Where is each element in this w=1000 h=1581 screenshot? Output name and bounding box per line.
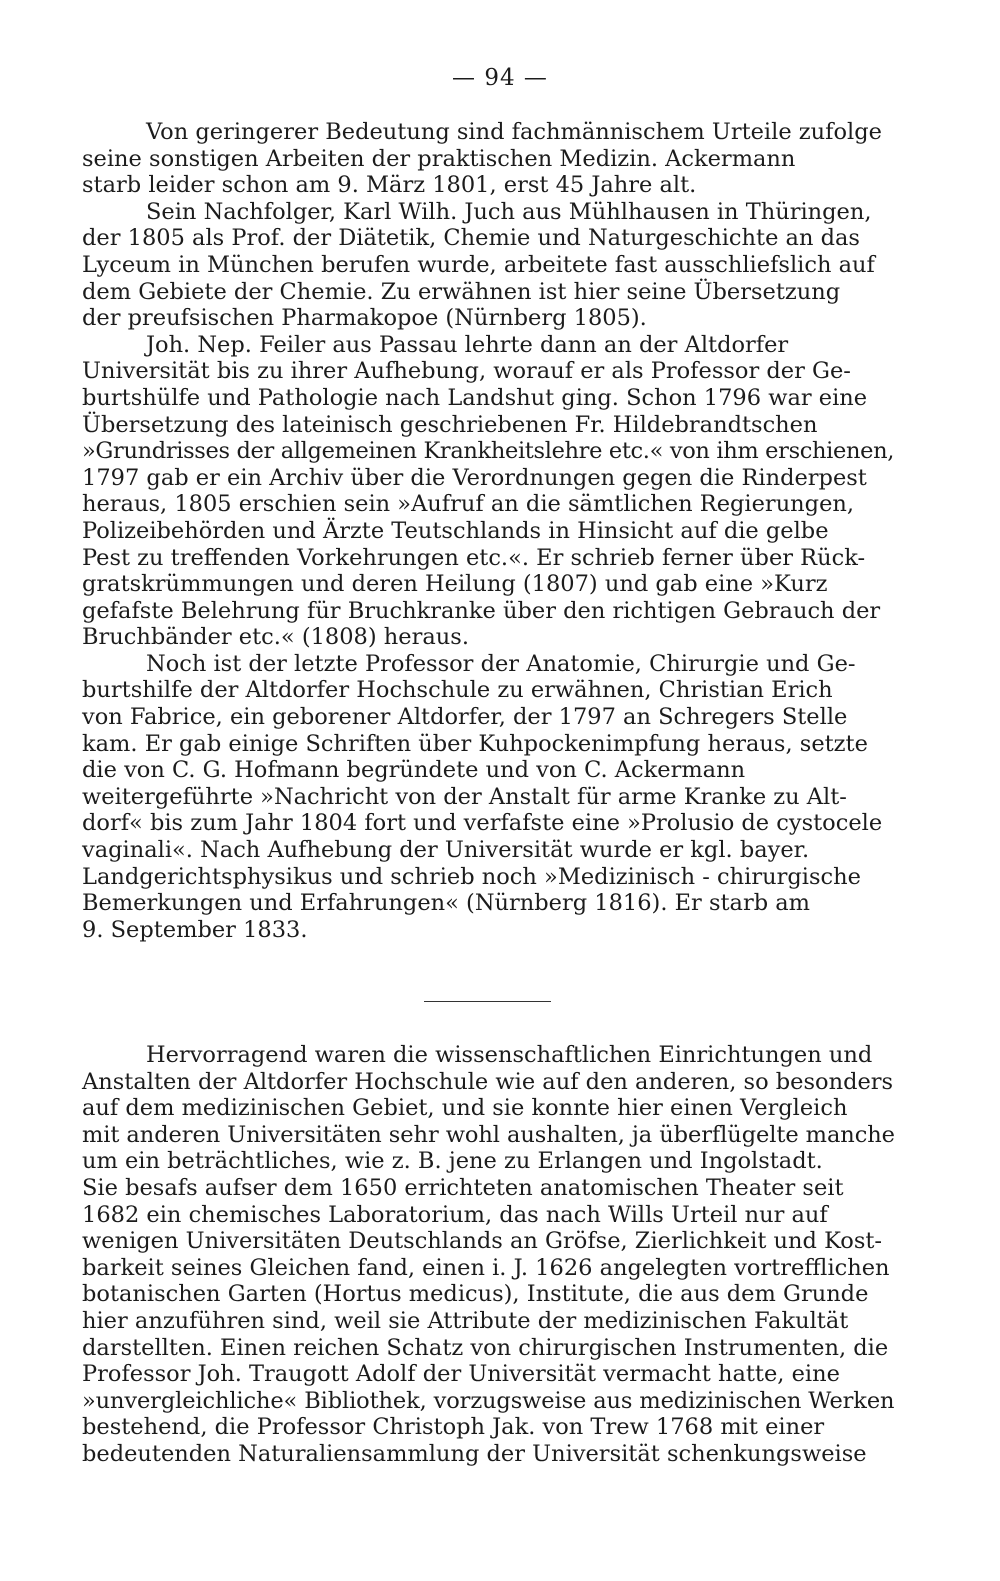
text-line: auf dem medizinischen Gebiet, und sie konnte hier einen Vergleich: [82, 1095, 848, 1122]
text-line: 9. September 1833.: [82, 916, 308, 943]
text-line: bedeutenden Naturaliensammlung der Universität schenkungsweise: [82, 1440, 867, 1467]
text-line: gefafste Belehrung für Bruchkranke über den richtigen Gebrauch der: [82, 597, 881, 624]
text-line: wenigen Universitäten Deutschlands an Gröfse, Zierlichkeit und Kost-: [82, 1228, 883, 1255]
text-line: darstellten. Einen reichen Schatz von chirurgischen Instrumenten, die: [82, 1334, 889, 1361]
text-line: Universität bis zu ihrer Aufhebung, worauf er als Professor der Ge-: [82, 358, 851, 385]
text-line: Anstalten der Altdorfer Hochschule wie auf den anderen, so besonders: [82, 1068, 894, 1095]
section-physicians: [82, 119, 894, 943]
text-line: Pest zu treffenden Vorkehrungen etc.«. Er schrieb ferner über Rück-: [82, 544, 866, 571]
text-line: hier anzuführen sind, weil sie Attribute der medizinischen Fakultät: [82, 1307, 849, 1334]
text-line: Hervorragend waren die wissenschaftlichen Einrichtungen und: [146, 1042, 873, 1068]
text-line: 1682 ein chemisches Laboratorium, das nach Wills Urteil nur auf: [82, 1201, 828, 1228]
text-line: starb leider schon am 9. März 1801, erst 45 Jahre alt.: [82, 172, 697, 199]
text-line: Lyceum in München berufen wurde, arbeitete fast ausschliefslich auf: [82, 251, 875, 278]
text-line: barkeit seines Gleichen fand, einen i. J. 1626 angelegten vortrefflichen: [82, 1254, 890, 1281]
text-line: »Grundrisses der allgemeinen Krankheitslehre etc.« von ihm erschienen,: [82, 438, 895, 465]
text-line: bestehend, die Professor Christoph Jak. von Trew 1768 mit einer: [82, 1414, 825, 1441]
text-line: weitergeführte »Nachricht von der Anstalt für arme Kranke zu Alt-: [82, 783, 847, 810]
text-line: seine sonstigen Arbeiten der praktischen Medizin. Ackermann: [82, 145, 796, 172]
text-line: Polizeibehörden und Ärzte Teutschlands in Hinsicht auf die gelbe: [82, 517, 829, 544]
text-line: kam. Er gab einige Schriften über Kuhpockenimpfung heraus, setzte: [82, 730, 868, 757]
text-line: botanischen Garten (Hortus medicus), Institute, die aus dem Grunde: [82, 1281, 869, 1308]
text-line: vaginali«. Nach Aufhebung der Universität wurde er kgl. bayer.: [82, 837, 810, 864]
text-line: der preufsischen Pharmakopoe (Nürnberg 1805).: [82, 305, 647, 332]
text-line: burtshülfe und Pathologie nach Landshut ging. Schon 1796 war eine: [82, 384, 868, 411]
text-line: dem Gebiete der Chemie. Zu erwähnen ist hier seine Übersetzung: [82, 278, 841, 305]
text-line: 1797 gab er ein Archiv über die Verordnungen gegen die Rinderpest: [82, 464, 867, 491]
text-line: von Fabrice, ein geborener Altdorfer, der 1797 an Schregers Stelle: [82, 704, 848, 731]
text-line: mit anderen Universitäten sehr wohl aushalten, ja überflügelte manche: [82, 1121, 895, 1148]
text-line: Sie besafs aufser dem 1650 errichteten anatomischen Theater seit: [82, 1174, 844, 1201]
text-line: die von C. G. Hofmann begründete und von C. Ackermann: [82, 757, 746, 784]
text-line: Sein Nachfolger, Karl Wilh. Juch aus Mühlhausen in Thüringen,: [146, 198, 872, 225]
text-line: Noch ist der letzte Professor der Anatomie, Chirurgie und Ge-: [146, 650, 856, 677]
text-line: Landgerichtsphysikus und schrieb noch »Medizinisch - chirurgische: [82, 863, 861, 890]
text-line: burtshilfe der Altdorfer Hochschule zu erwähnen, Christian Erich: [82, 677, 833, 704]
text-line: Professor Joh. Traugott Adolf der Universität vermacht hatte, eine: [82, 1361, 840, 1388]
text-line: »unvergleichliche« Bibliothek, vorzugsweise aus medizinischen Werken: [82, 1387, 895, 1414]
text-line: der 1805 als Prof. der Diätetik, Chemie und Naturgeschichte an das: [82, 225, 860, 252]
text-line: gratskrümmungen und deren Heilung (1807) und gab eine »Kurz: [82, 571, 828, 598]
page-number: — 94 —: [452, 65, 548, 91]
text-line: Übersetzung des lateinisch geschriebenen Fr. Hildebrandtschen: [82, 411, 818, 438]
text-line: heraus, 1805 erschien sein »Aufruf an die sämtlichen Regierungen,: [82, 491, 855, 518]
text-line: Bemerkungen und Erfahrungen« (Nürnberg 1816). Er starb am: [82, 890, 811, 917]
section-divider: [424, 1001, 551, 1002]
text-line: Von geringerer Bedeutung sind fachmännischem Urteile zufolge: [146, 119, 882, 145]
text-line: Bruchbänder etc.« (1808) heraus.: [82, 624, 469, 651]
text-line: um ein beträchtliches, wie z. B. jene zu Erlangen und Ingolstadt.: [82, 1148, 823, 1175]
section-institutions: [82, 1042, 894, 1468]
text-line: dorf« bis zum Jahr 1804 fort und verfafste eine »Prolusio de cystocele: [82, 810, 883, 837]
text-line: Joh. Nep. Feiler aus Passau lehrte dann an der Altdorfer: [146, 331, 789, 358]
